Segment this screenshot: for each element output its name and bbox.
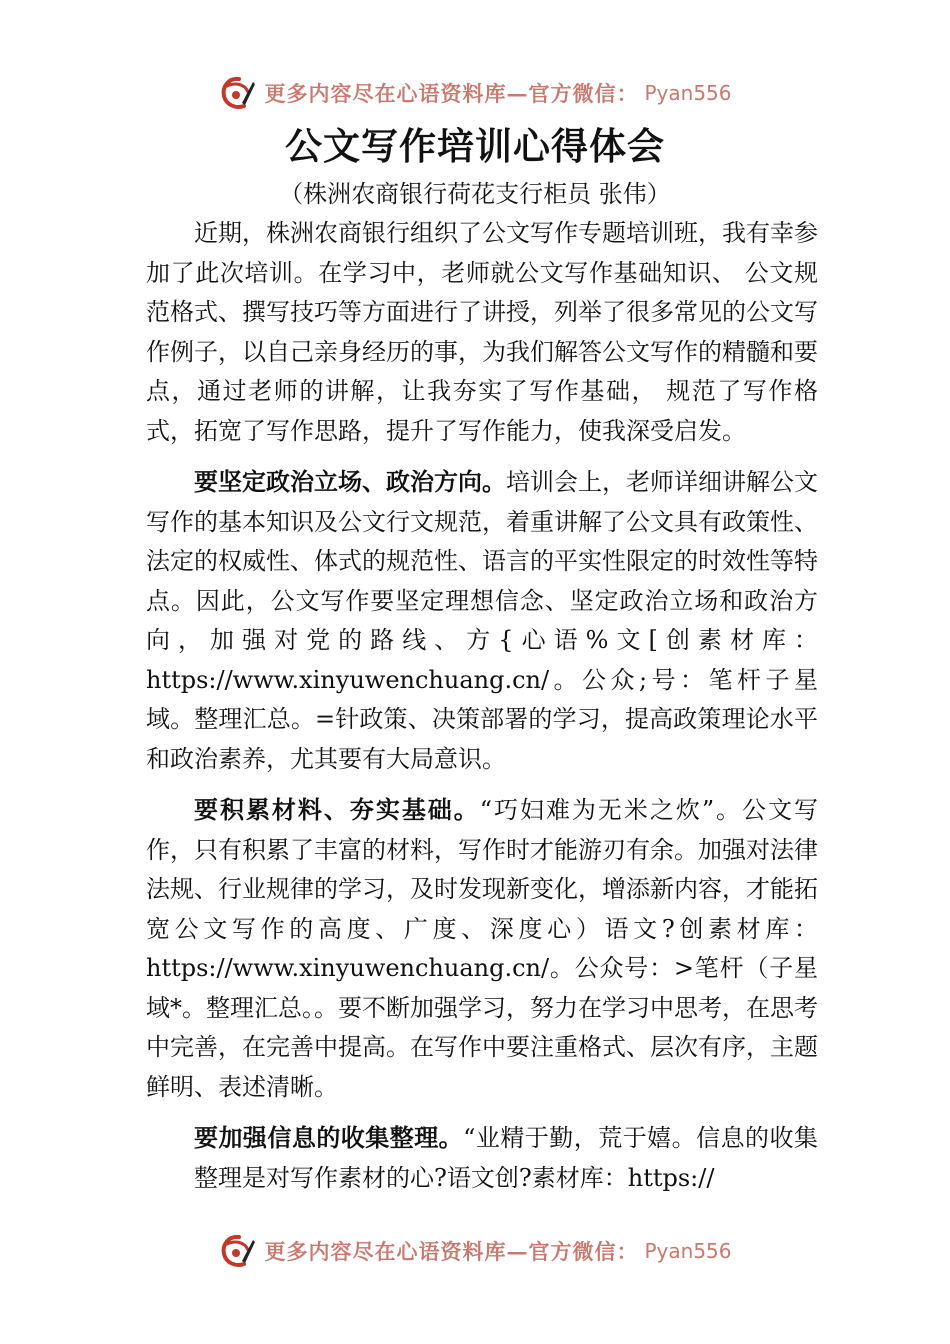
paragraph-lead: 要加强信息的收集整理。 [194,1124,464,1152]
paragraph-lead: 要坚定政治立场、政治方向。 [194,468,506,496]
paragraph-information [146,1119,818,1198]
paragraph-text: 近期，株洲农商银行组织了公文写作专题培训班，我有幸参加了此次培训。在学习中，老师就公文写作基础知识、 公文规范格式、撰写技巧等方面进行了讲授，列举了很多常见的公文写作例子，以自己亲身经历的事，为我们解答公文写作的精髓和要点，通过老师的讲解，让我夯实了写作基础， 规范了写作格式，拓宽了写作思路，提升了写作能力，使我深受启发。 [146,219,818,445]
header-watermark-banner [0,70,950,116]
banner-wechat-id: Pyan556 [644,81,732,105]
document-title: 公文写作培训心得体会 [285,124,665,168]
document-body [146,214,818,1198]
paragraph-political [146,463,818,779]
banner-text: 更多内容尽在心语资料库—官方微信： [264,1239,639,1264]
red-pen-swirl-logo-icon [218,73,258,113]
paragraph-text: “业精于勤，荒于嬉。信息的收集整理是对写作素材的心?语文创?素材库：https:// [194,1124,818,1192]
banner-wechat-id: Pyan556 [644,1239,732,1263]
paragraph-lead: 要积累材料、夯实基础。 [194,796,480,824]
paragraph-text: “巧妇难为无米之炊”。公文写作，只有积累了丰富的材料，写作时才能游刃有余。加强对法律法规、行业规律的学习，及时发现新变化，增添新内容，才能拓宽公文写作的高度、广度、深度心）语文?创素材库：https://www.xinyuwenchuang.cn/。公众号：>笔杆（子星域*。整理汇总。。要不断加强学习，努力在学习中思考，在思考中完善，在完善中提高。在写作中要注重格式、层次有序，主题鲜明、表述清晰。 [146,796,818,1101]
paragraph-text: 培训会上，老师详细讲解公文写作的基本知识及公文行文规范，着重讲解了公文具有政策性、法定的权威性、体式的规范性、语言的平实性限定的时效性等特点。因此，公文写作要坚定理想信念、坚定政治立场和政治方向，加强对党的路线、方{心语%文[创素材库：https://www.xinyuwenchuang.cn/。公众;号：笔杆子星域。整理汇总。=针政策、决策部署的学习，提高政策理论水平和政治素养，尤其要有大局意识。 [146,468,818,773]
red-pen-swirl-logo-icon [218,1231,258,1271]
document-author: （株洲农商银行荷花支行柜员 张伟） [279,180,671,208]
paragraph-intro [146,214,818,451]
paragraph-materials [146,791,818,1107]
footer-watermark-banner [0,1228,950,1274]
banner-text: 更多内容尽在心语资料库—官方微信： [264,81,639,106]
